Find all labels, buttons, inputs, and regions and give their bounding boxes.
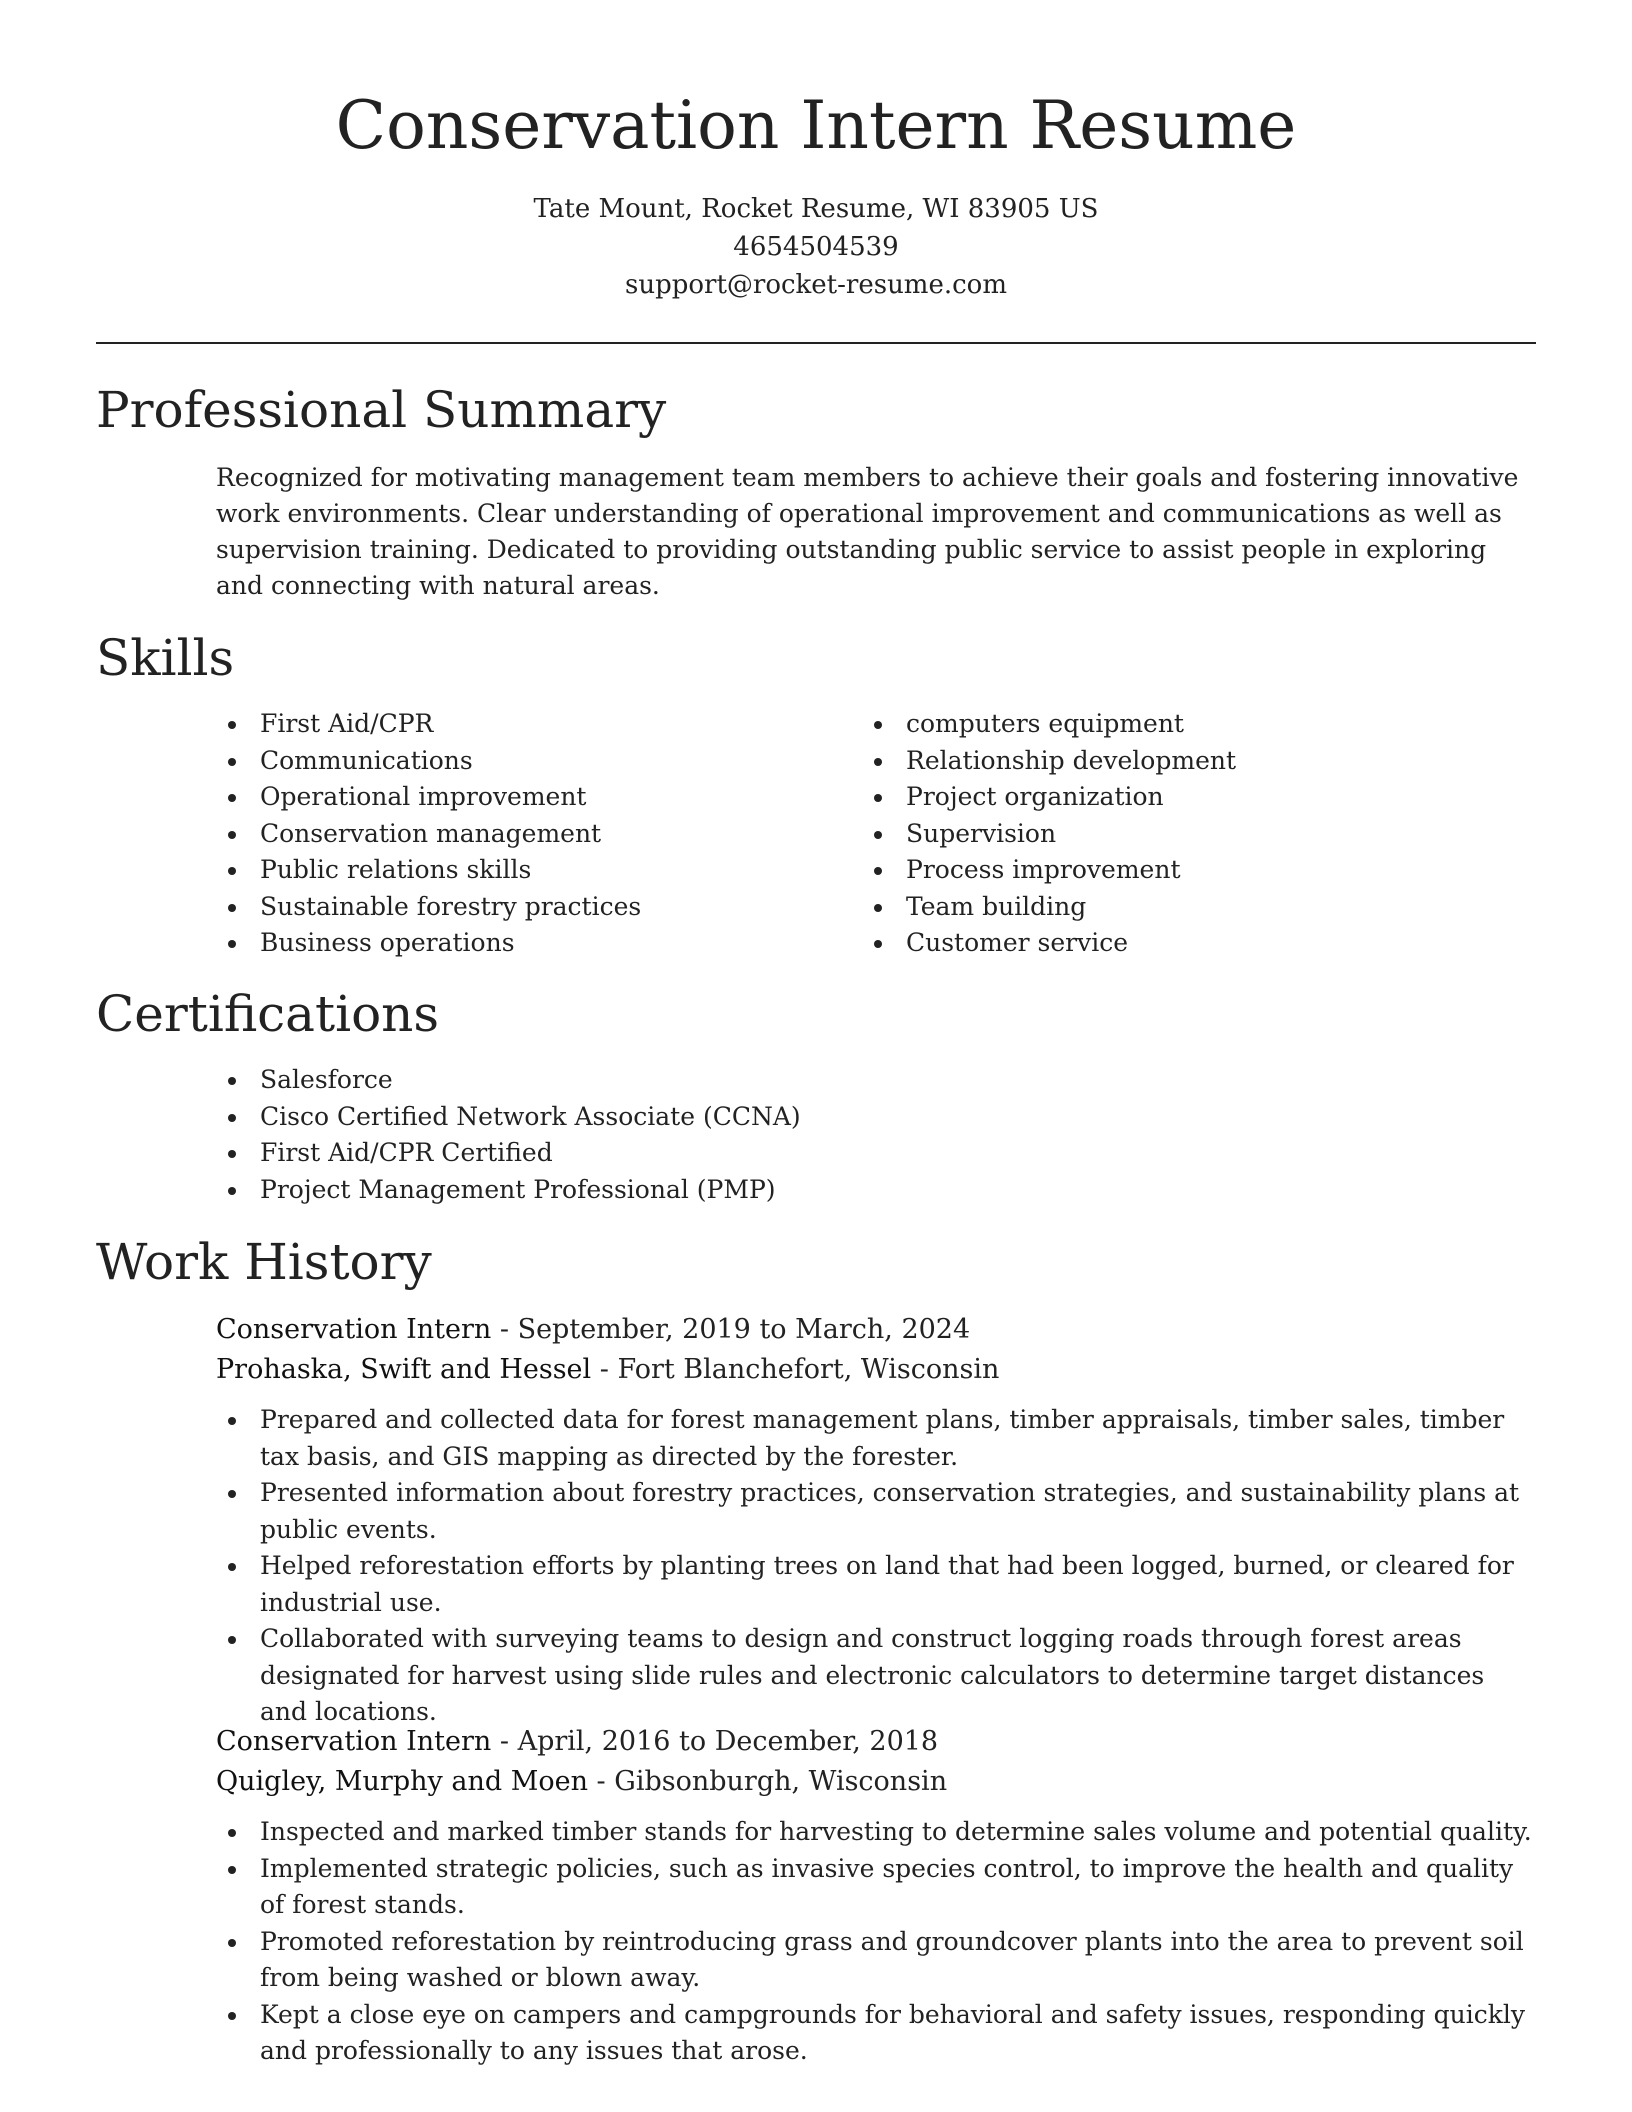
job-bullet: Promoted reforestation by reintroducing grass and groundcover plants into the area to prevent soil from being washed or blown away. — [216, 1924, 1536, 1997]
job-bullet: Collaborated with surveying teams to design and construct logging roads through forest areas designated for harvest using slide rules and electronic calculators to determine target distances and locations. — [216, 1621, 1536, 1731]
job-bullet: Inspected and marked timber stands for harvesting to determine sales volume and potential quality. — [216, 1814, 1536, 1851]
skill-item: Operational improvement — [216, 779, 856, 816]
skill-item: computers equipment — [862, 706, 1522, 743]
job-role: Conservation Intern — [216, 1314, 492, 1345]
contact-phone: 4654504539 — [733, 232, 899, 262]
skill-item: Relationship development — [862, 743, 1522, 780]
job-bullet: Presented information about forestry practices, conservation strategies, and sustainability plans at public events. — [216, 1475, 1536, 1548]
job-company-line — [216, 1762, 1536, 1802]
certification-item: First Aid/CPR Certified — [216, 1135, 1536, 1172]
contact-address: Tate Mount, Rocket Resume, WI 83905 US — [533, 194, 1099, 224]
skill-item: First Aid/CPR — [216, 706, 856, 743]
job-dates: - April, 2016 to December, 2018 — [491, 1726, 939, 1757]
job-bullets — [216, 1814, 1536, 2070]
job-bullet: Prepared and collected data for forest management plans, timber appraisals, timber sales, timber tax basis, and GIS mapping as directed by the forester. — [216, 1402, 1536, 1475]
certification-item: Cisco Certified Network Associate (CCNA) — [216, 1099, 1536, 1136]
certifications-heading: Certifications — [96, 985, 440, 1043]
job-bullet: Helped reforestation efforts by planting trees on land that had been logged, burned, or cleared for industrial use. — [216, 1548, 1536, 1621]
job-location: - Gibsonburgh, Wisconsin — [587, 1766, 948, 1797]
skill-item: Public relations skills — [216, 852, 856, 889]
skill-item: Project organization — [862, 779, 1522, 816]
certification-item: Project Management Professional (PMP) — [216, 1172, 1536, 1209]
summary-heading: Professional Summary — [96, 381, 667, 439]
job-company-line — [216, 1350, 1536, 1390]
summary-text: Recognized for motivating management team members to achieve their goals and fostering innovative work environments. Clear understanding of operational improvement and communications as well as supervision training. Dedicated to providing outstanding public service to assist people in exploring and connecting with natural areas. — [216, 463, 1519, 600]
skill-item: Communications — [216, 743, 856, 780]
skill-item: Business operations — [216, 925, 856, 962]
skills-list-right — [862, 706, 1522, 962]
skills-list-left — [216, 706, 856, 962]
skill-item: Team building — [862, 889, 1522, 926]
job-title-line — [216, 1310, 1536, 1350]
skill-item: Supervision — [862, 816, 1522, 853]
job-dates: - September, 2019 to March, 2024 — [491, 1314, 971, 1345]
skills-heading: Skills — [96, 629, 235, 687]
job-bullet: Implemented strategic policies, such as invasive species control, to improve the health and quality of forest stands. — [216, 1851, 1536, 1924]
resume-title: Conservation Intern Resume — [335, 87, 1297, 164]
work-history-heading: Work History — [96, 1233, 432, 1291]
header-divider — [96, 342, 1536, 344]
skill-item: Process improvement — [862, 852, 1522, 889]
job-company: Prohaska, Swift and Hessel — [216, 1354, 592, 1385]
certification-item: Salesforce — [216, 1062, 1536, 1099]
certifications-list — [216, 1062, 1536, 1208]
job-role: Conservation Intern — [216, 1726, 492, 1757]
contact-email: support@rocket-resume.com — [624, 270, 1007, 300]
job-title-line — [216, 1722, 1536, 1762]
job-bullet: Kept a close eye on campers and campgrounds for behavioral and safety issues, responding quickly and professionally to any issues that arose. — [216, 1997, 1536, 2070]
job-company: Quigley, Murphy and Moen — [216, 1766, 588, 1797]
job-location: - Fort Blanchefort, Wisconsin — [591, 1354, 1000, 1385]
skill-item: Sustainable forestry practices — [216, 889, 856, 926]
skill-item: Customer service — [862, 925, 1522, 962]
job-bullets — [216, 1402, 1536, 1731]
skill-item: Conservation management — [216, 816, 856, 853]
contact-block — [0, 190, 1632, 304]
